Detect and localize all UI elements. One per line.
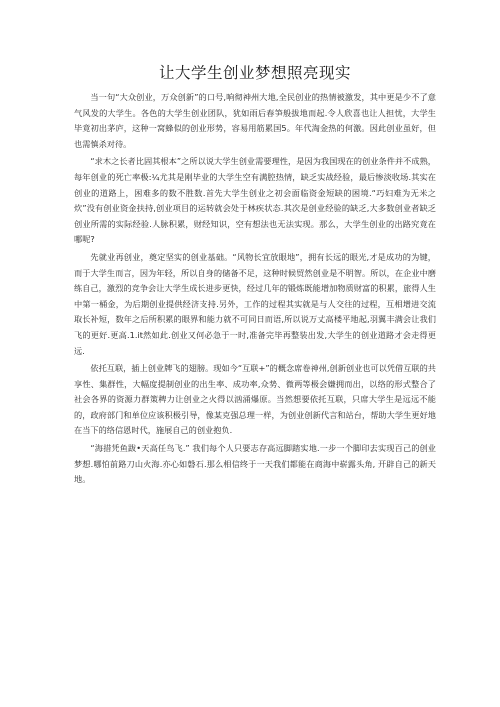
paragraph-2: “求木之长者比固其根本”之所以说大学生创业需要理性，是因为我国现在的创业条件并不成熟，每年创业的死亡率极:¼尤其是刚毕业的大学生空有满腔热情，缺乏实战经验，最后惨淡收场.其实在创业的道路上，困难多的数不胜数.首先大学生创业之初会面临资金短缺的困境.“巧妇难为无米之炊”没有创业资金扶持,创业项目的运转就会处于林疾状态.其次是创业经验的缺乏,大多数创业者缺乏创业所需的实际经验.人脉积累，财经知识，空有想法也无法实现。那么，大学生创业的出路究竟在哪呢? xyxy=(74,156,436,245)
paragraph-4: 依托互联，插上创业牌飞的翅膀。现如今“互联+”的概念席卷神州,创新创业也可以凭借互联的共享性、集群性，大幅度提制创业的出生率、成功率,众势、微两等极会嫌拥而出，以络的形式整合了社会各界的资源力群策稗力让创业之火得以汹涌爆原。当然想要依托互联，只席大学生是远远不能的，政府部门和单位应该积极引导，像某克强总理一样，为创业创新代言和站台，帮助大学生更好地在当下的络信恩时代，施展自己的创业抱负. xyxy=(74,363,436,436)
paragraph-1: 当一句“大众创业，万众创新”的口号,响彻神州大地,全民创业的热情被激发，其中更是少不了意气风发的大学生。各色的大学生创业团队，犹如雨后春笋般拔地而起.令人欣喜也让人担忧，大学生毕竟初出茅庐，这种一窝蜂似的创业形势，容易用筋累国5。年代淘金热的何激。因此创业虽好，但也需慎杀对待。 xyxy=(74,92,436,149)
paragraph-3: 先就业再创业，奠定坚实的创业基础。“风物长宜放眼地”，拥有长远的眼光,才是成功的为键，而于大学生而言，因为年轻，所以自身的储备不足，这种时候贸然创业是不明智。所以，在企业中磨练自己，激烈的竞争会让大学生成长进步更快，经过几年的锻炼既能增加物质财富的积累，旅得人生中第一桶金，为后期创业提供经济支持.另外，工作的过程其实就是与人交往的过程，互相增进交流取长补短，数年之后所积累的眼界和能力就不可同日而语,所以说万丈高楼平地起,羽翼丰满会让我们飞的更好.更高.1.it然如此.创业又何必急于一时,准备完毕再整装出发,大学生的创业道路才会走得更远. xyxy=(74,251,436,356)
paragraph-5: “海措凭鱼跋•天高任鸟飞.” 我们每个人只要志存高远脚踏实地.一步一个脚印去实现百己的创业梦想.哪怕前路刀山火海.亦心如磐石.那么相信终于一天我们都能在商海中崭露头角, 开辟自己的新天地。 xyxy=(74,443,436,485)
document-title: 让大学生创业梦想照亮现实 xyxy=(158,64,351,82)
